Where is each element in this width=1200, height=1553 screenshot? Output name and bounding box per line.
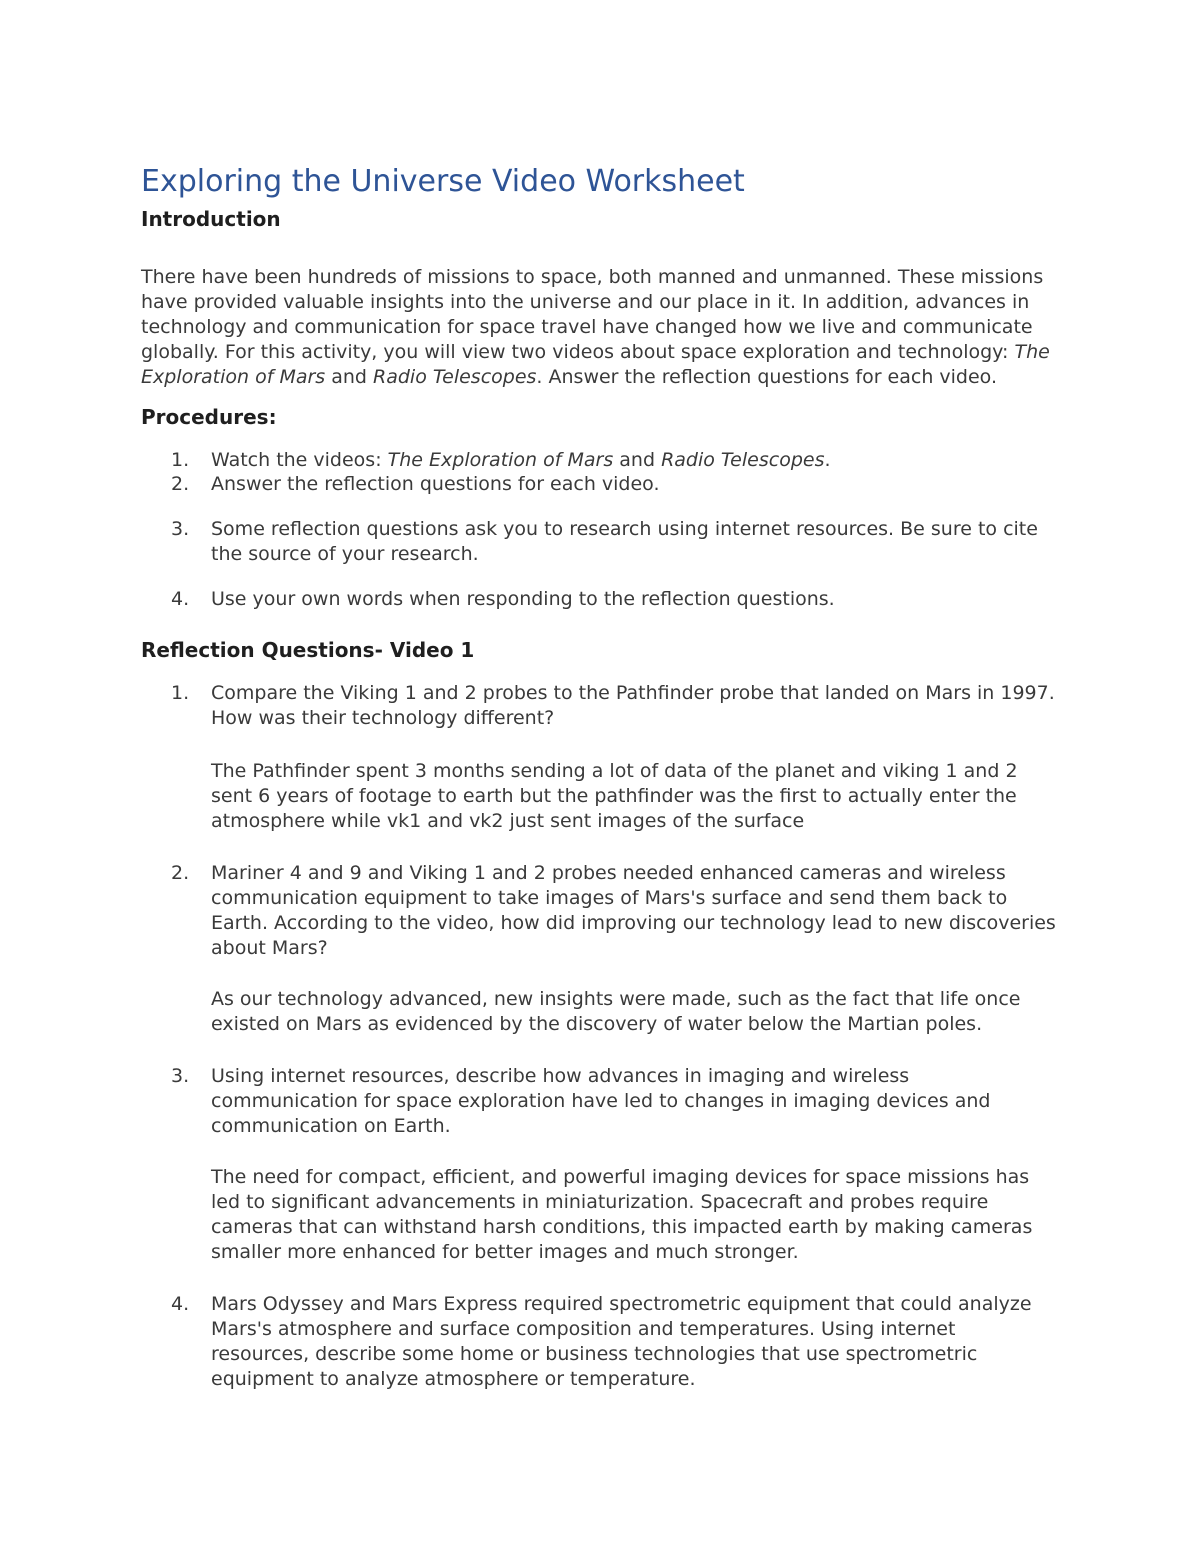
question-text: Mariner 4 and 9 and Viking 1 and 2 probes needed enhanced cameras and wireless communication equipment to take images of Mars's surface and send them back to Earth. According to the video, how did improving our technology lead to new discoveries about Mars? <box>211 862 1056 959</box>
procedure-text-part: and <box>613 449 662 471</box>
procedure-item <box>141 448 1071 473</box>
introduction-text-3: . Answer the reflection questions for each video. <box>536 366 998 388</box>
procedure-number: 4. <box>171 588 190 610</box>
video-1-title: The Exploration of Mars <box>141 341 1050 388</box>
question-number: 1. <box>171 682 190 704</box>
answer-text: As our technology advanced, new insights were made, such as the fact that life once existed on Mars as evidenced by the discovery of water below the Martian poles. <box>211 988 1021 1035</box>
procedure-text <box>211 448 1071 473</box>
video-2-title: Radio Telescopes <box>373 366 537 388</box>
reflection-question <box>141 861 1066 961</box>
question-number: 2. <box>171 862 190 884</box>
reflection-question <box>141 681 1066 731</box>
answer-text: The Pathfinder spent 3 months sending a lot of data of the planet and viking 1 and 2 sent 6 years of footage to earth but the pathfinder was the first to actually enter the atmosphere while vk1 and vk2 just sent images of the surface <box>211 760 1018 832</box>
reflection-heading: Reflection Questions- Video 1 <box>141 638 475 662</box>
procedure-item <box>141 517 1061 567</box>
question-text: Compare the Viking 1 and 2 probes to the Pathfinder probe that landed on Mars in 1997. How was their technology different? <box>211 682 1055 729</box>
answer-text: The need for compact, efficient, and powerful imaging devices for space missions has led to significant advancements in miniaturization. Spacecraft and probes require cameras that can withstand harsh conditions, this impacted earth by making cameras smaller more enhanced for better images and much stronger. <box>211 1166 1033 1263</box>
procedure-number: 2. <box>171 473 190 495</box>
introduction-paragraph <box>141 265 1066 390</box>
reflection-question <box>141 1292 1051 1392</box>
procedure-text-part: . <box>824 449 831 471</box>
introduction-heading: Introduction <box>141 207 281 231</box>
question-number: 3. <box>171 1065 190 1087</box>
reflection-question <box>141 1064 1011 1139</box>
procedure-item <box>141 472 1071 497</box>
question-text: Mars Odyssey and Mars Express required spectrometric equipment that could analyze Mars's atmosphere and surface composition and temperatures. Using internet resources, describe some home or business technologies that use spectrometric equipment to analyze atmosphere or temperature. <box>211 1293 1032 1390</box>
procedures-heading: Procedures: <box>141 405 277 429</box>
procedure-video-2-title: Radio Telescopes <box>661 449 825 471</box>
question-text: Using internet resources, describe how advances in imaging and wireless communication for space exploration have led to changes in imaging devices and communication on Earth. <box>211 1065 991 1137</box>
procedure-number: 3. <box>171 518 190 540</box>
procedure-text: Answer the reflection questions for each video. <box>211 473 660 495</box>
procedure-text: Some reflection questions ask you to research using internet resources. Be sure to cite the source of your research. <box>211 518 1038 565</box>
question-number: 4. <box>171 1293 190 1315</box>
introduction-text-2: and <box>325 366 374 388</box>
procedure-text: Use your own words when responding to the reflection questions. <box>211 588 835 610</box>
procedure-video-1-title: The Exploration of Mars <box>387 449 614 471</box>
procedure-item <box>141 587 1071 612</box>
introduction-text-1: There have been hundreds of missions to space, both manned and unmanned. These missions have provided valuable insights into the universe and our place in it. In addition, advances in technology and communication for space travel have changed how we live and communicate globally. For this activity, you will view two videos about space exploration and technology: <box>141 266 1044 363</box>
procedure-number: 1. <box>171 449 190 471</box>
procedure-text-part: Watch the videos: <box>211 449 388 471</box>
document-title: Exploring the Universe Video Worksheet <box>141 164 745 199</box>
